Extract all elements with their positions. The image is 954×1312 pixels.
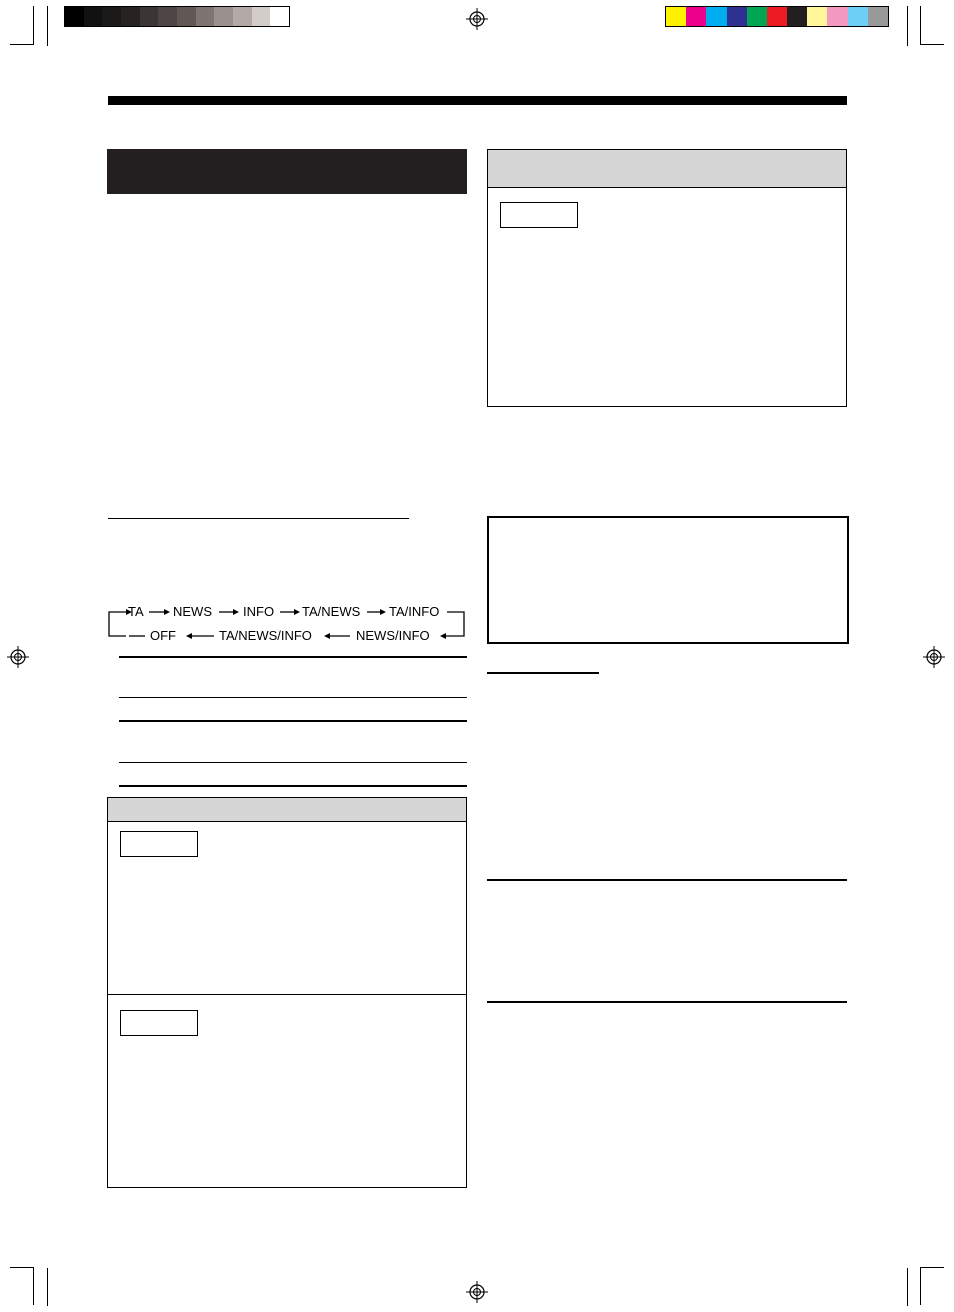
registration-mark-icon bbox=[923, 646, 945, 668]
registration-mark-icon bbox=[466, 8, 488, 30]
section-divider-rule bbox=[487, 879, 847, 881]
section-divider-rule bbox=[487, 1001, 847, 1003]
grayscale-calibration-bar bbox=[64, 6, 290, 27]
mode-ta-news: TA/NEWS bbox=[302, 604, 361, 619]
mode-cycle-diagram bbox=[106, 602, 470, 644]
color-swatch bbox=[727, 7, 748, 26]
mode-info: INFO bbox=[243, 604, 275, 619]
gray-swatch bbox=[140, 7, 159, 26]
color-swatch bbox=[666, 7, 687, 26]
mode-ta: TA bbox=[128, 604, 144, 619]
gray-swatch bbox=[270, 7, 289, 26]
color-swatch bbox=[747, 7, 768, 26]
panel-divider bbox=[108, 994, 466, 995]
gray-swatch bbox=[252, 7, 271, 26]
color-swatch bbox=[767, 7, 788, 26]
subsection-underline bbox=[108, 518, 409, 519]
note-label-box bbox=[120, 831, 198, 857]
color-calibration-bar bbox=[665, 6, 889, 27]
color-swatch bbox=[686, 7, 707, 26]
top-header-rule bbox=[108, 96, 847, 105]
note-label-box bbox=[120, 1010, 198, 1036]
gray-swatch bbox=[65, 7, 84, 26]
section-title-bar bbox=[107, 149, 467, 194]
color-swatch bbox=[868, 7, 889, 26]
gray-swatch bbox=[214, 7, 233, 26]
mode-off: OFF bbox=[150, 628, 176, 643]
gray-swatch bbox=[84, 7, 103, 26]
gray-swatch bbox=[102, 7, 121, 26]
gray-swatch bbox=[233, 7, 252, 26]
color-swatch bbox=[706, 7, 727, 26]
gray-swatch bbox=[158, 7, 177, 26]
color-swatch bbox=[787, 7, 808, 26]
gray-swatch bbox=[196, 7, 215, 26]
registration-mark-icon bbox=[7, 646, 29, 668]
mode-news: NEWS bbox=[173, 604, 212, 619]
info-box-right bbox=[487, 516, 849, 644]
color-swatch bbox=[807, 7, 828, 26]
color-swatch bbox=[827, 7, 848, 26]
note-panel-right bbox=[487, 149, 847, 407]
panel-header bbox=[108, 798, 466, 822]
panel-header bbox=[488, 150, 846, 188]
mode-ta-news-info: TA/NEWS/INFO bbox=[219, 628, 312, 643]
color-swatch bbox=[848, 7, 869, 26]
mode-news-info: NEWS/INFO bbox=[356, 628, 430, 643]
mode-ta-info: TA/INFO bbox=[389, 604, 440, 619]
subsection-underline bbox=[487, 672, 599, 674]
gray-swatch bbox=[121, 7, 140, 26]
registration-mark-icon bbox=[466, 1281, 488, 1303]
note-label-box bbox=[500, 202, 578, 228]
gray-swatch bbox=[177, 7, 196, 26]
